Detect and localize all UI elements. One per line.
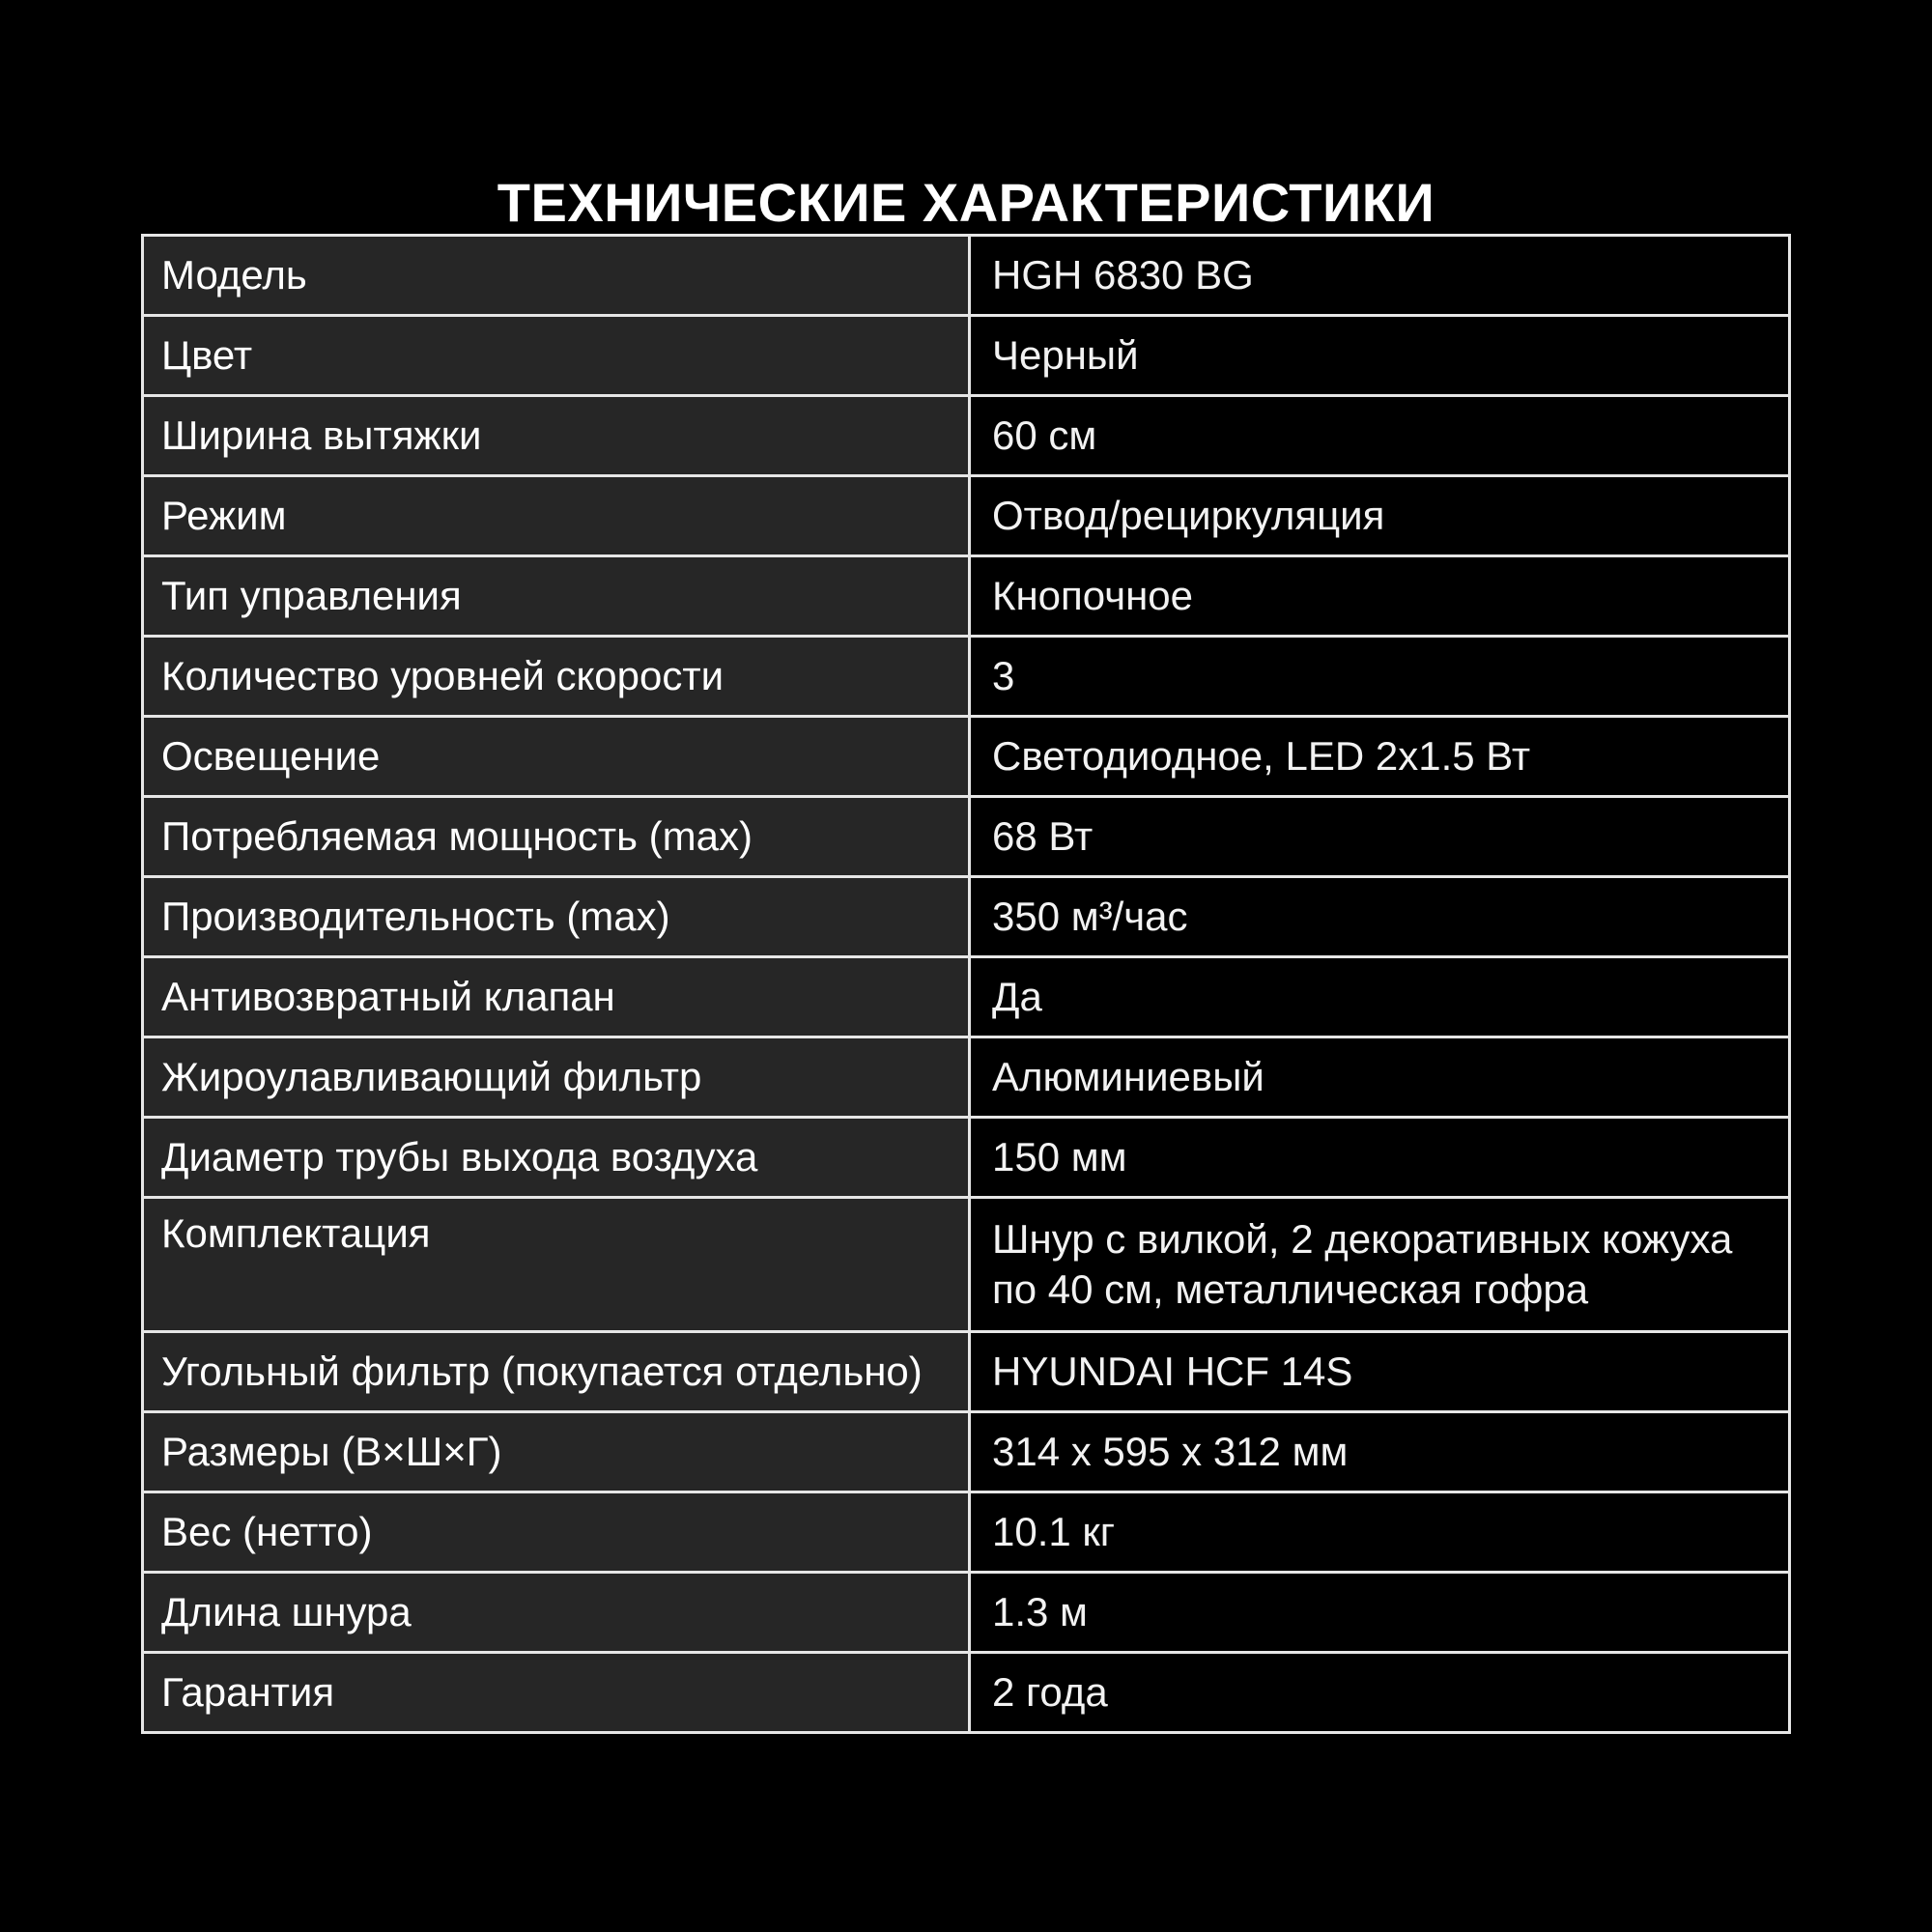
spec-value: Кнопочное xyxy=(970,556,1790,637)
spec-label: Модель xyxy=(143,236,970,316)
spec-value: Светодиодное, LED 2x1.5 Вт xyxy=(970,717,1790,797)
specifications-table xyxy=(141,234,1791,1734)
spec-label: Размеры (В×Ш×Г) xyxy=(143,1412,970,1492)
spec-label: Угольный фильтр (покупается отдельно) xyxy=(143,1332,970,1412)
spec-label: Количество уровней скорости xyxy=(143,637,970,717)
spec-label: Режим xyxy=(143,476,970,556)
spec-label: Комплектация xyxy=(143,1198,970,1332)
spec-value: 3 xyxy=(970,637,1790,717)
table-row-speed-levels xyxy=(143,637,1790,717)
table-row-power xyxy=(143,797,1790,877)
table-row-control-type xyxy=(143,556,1790,637)
spec-label: Вес (нетто) xyxy=(143,1492,970,1573)
spec-value: 10.1 кг xyxy=(970,1492,1790,1573)
spec-value: 314 x 595 x 312 мм xyxy=(970,1412,1790,1492)
spec-label: Потребляемая мощность (max) xyxy=(143,797,970,877)
table-row-color xyxy=(143,316,1790,396)
table-row-package-contents xyxy=(143,1198,1790,1332)
spec-value: 60 см xyxy=(970,396,1790,476)
table-row-capacity xyxy=(143,877,1790,957)
spec-value: Шнур с вилкой, 2 декоративных кожуха по 40 см, металлическая гофра xyxy=(970,1198,1790,1332)
spec-value: 68 Вт xyxy=(970,797,1790,877)
table-row-mode xyxy=(143,476,1790,556)
spec-value: HGH 6830 BG xyxy=(970,236,1790,316)
spec-value: Отвод/рециркуляция xyxy=(970,476,1790,556)
table-row-carbon-filter xyxy=(143,1332,1790,1412)
spec-label: Тип управления xyxy=(143,556,970,637)
table-row-grease-filter xyxy=(143,1037,1790,1118)
table-row-check-valve xyxy=(143,957,1790,1037)
table-row-pipe-diameter xyxy=(143,1118,1790,1198)
spec-label: Жироулавливающий фильтр xyxy=(143,1037,970,1118)
spec-label: Производительность (max) xyxy=(143,877,970,957)
spec-value: 150 мм xyxy=(970,1118,1790,1198)
table-row-cord-length xyxy=(143,1573,1790,1653)
spec-value: 2 года xyxy=(970,1653,1790,1733)
table-row-lighting xyxy=(143,717,1790,797)
spec-value: 1.3 м xyxy=(970,1573,1790,1653)
spec-label: Длина шнура xyxy=(143,1573,970,1653)
page-title: ТЕХНИЧЕСКИЕ ХАРАКТЕРИСТИКИ xyxy=(497,171,1435,233)
spec-label: Гарантия xyxy=(143,1653,970,1733)
spec-value: Алюминиевый xyxy=(970,1037,1790,1118)
spec-value: Да xyxy=(970,957,1790,1037)
table-row-warranty xyxy=(143,1653,1790,1733)
spec-label: Диаметр трубы выхода воздуха xyxy=(143,1118,970,1198)
spec-label: Цвет xyxy=(143,316,970,396)
spec-value: HYUNDAI HCF 14S xyxy=(970,1332,1790,1412)
spec-label: Ширина вытяжки xyxy=(143,396,970,476)
spec-value: 350 м³/час xyxy=(970,877,1790,957)
table-row-weight xyxy=(143,1492,1790,1573)
spec-label: Антивозвратный клапан xyxy=(143,957,970,1037)
spec-label: Освещение xyxy=(143,717,970,797)
table-row-dimensions xyxy=(143,1412,1790,1492)
spec-value: Черный xyxy=(970,316,1790,396)
table-row-width xyxy=(143,396,1790,476)
table-row-model xyxy=(143,236,1790,316)
